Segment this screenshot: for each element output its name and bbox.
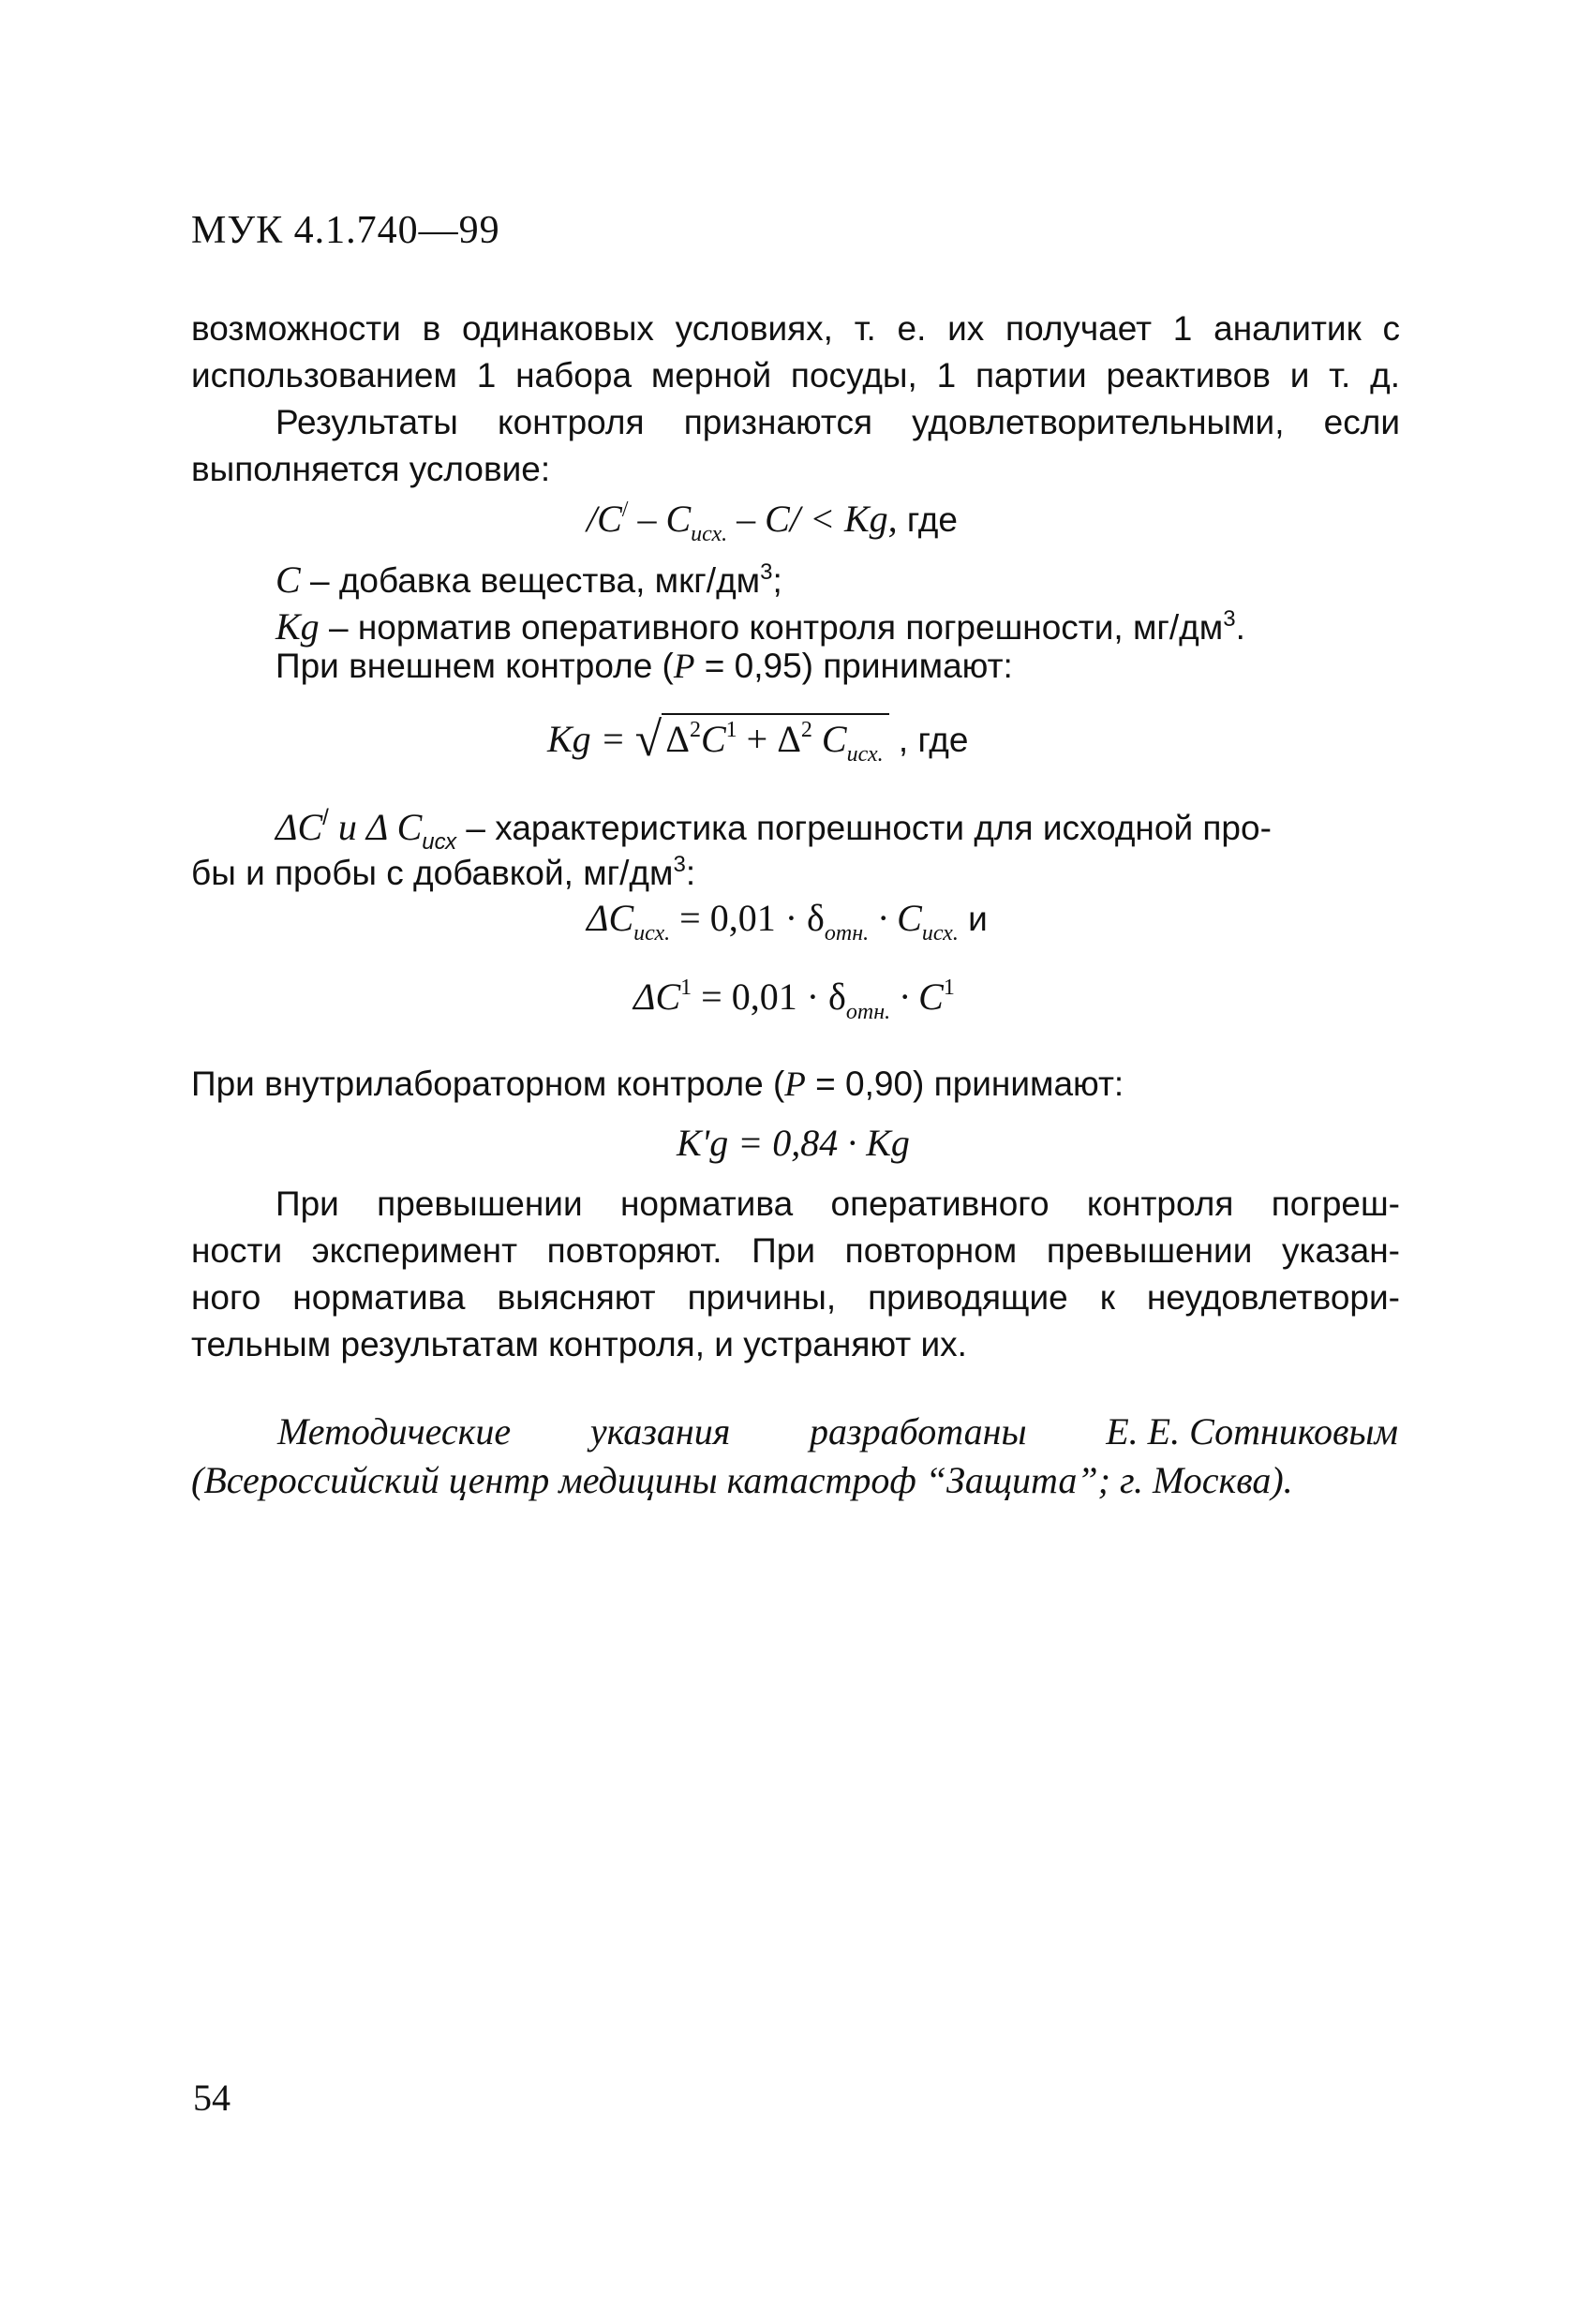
external-control-line: При внешнем контроле (P = 0,95) принимают:	[275, 647, 1013, 686]
body-line: ности эксперимент повторяют. При повторном превышении указан-	[191, 1231, 1400, 1270]
credit-line-2: (Всероссийский центр медицины катастроф “Защита”; г. Москва).	[191, 1459, 1293, 1501]
delta-definition-line: ΔC/ и Δ $C_{исх}$ – характеристика погрешности для исходной про-	[275, 805, 1272, 855]
body-line: ного норматива выясняют причины, приводящие к неудовлетвори-	[191, 1278, 1400, 1317]
kg-formula: Kg = √ $\Delta^2C^1 + \Delta^2$ $C_{исх.}$ , где	[547, 713, 969, 767]
page-number: 54	[193, 2077, 231, 2119]
internal-control-line: При внутрилабораторном контроле (P = 0,90) принимают:	[191, 1065, 1124, 1104]
definition-kg: Kg – норматив оперативного контроля погрешности, $мг/дм^3$.	[275, 605, 1245, 648]
body-line: бы и пробы с добавкой, $мг/дм^3$:	[191, 852, 696, 892]
body-line: При превышении норматива оперативного контроля погреш-	[275, 1184, 1400, 1223]
body-line: возможности в одинаковых условиях, т. е. их получает 1 аналитик с	[191, 309, 1400, 348]
definition-c: C – добавка вещества, мкг/$дм^3$;	[275, 559, 782, 601]
credit-line: Методические указания разработаны Е. Е. Сотниковым	[277, 1410, 1398, 1452]
body-line: Результаты контроля признаются удовлетворительными, если	[275, 403, 1400, 441]
body-line: использованием 1 набора мерной посуды, 1 партии реактивов и т. д.	[191, 356, 1400, 395]
delta-c-source-formula: $\Delta C_{исх.} = 0,01 \cdot \delta_{отн.} \cdot C_{исх.}$ и	[587, 897, 988, 946]
condition-formula: $/C^/ - C_{исх.} - C/ < Kg$, где	[587, 498, 958, 546]
delta-c1-formula: $\Delta C^1 = 0,01 \cdot \delta_{отн.} \cdot C^1$	[633, 976, 955, 1024]
body-line: тельным результатам контроля, и устраняют их.	[191, 1325, 967, 1363]
internal-kg-formula: K'g = 0,84 · Kg	[677, 1122, 910, 1164]
body-line: выполняется условие:	[191, 450, 551, 488]
document-code-header: МУК 4.1.740—99	[191, 209, 500, 252]
